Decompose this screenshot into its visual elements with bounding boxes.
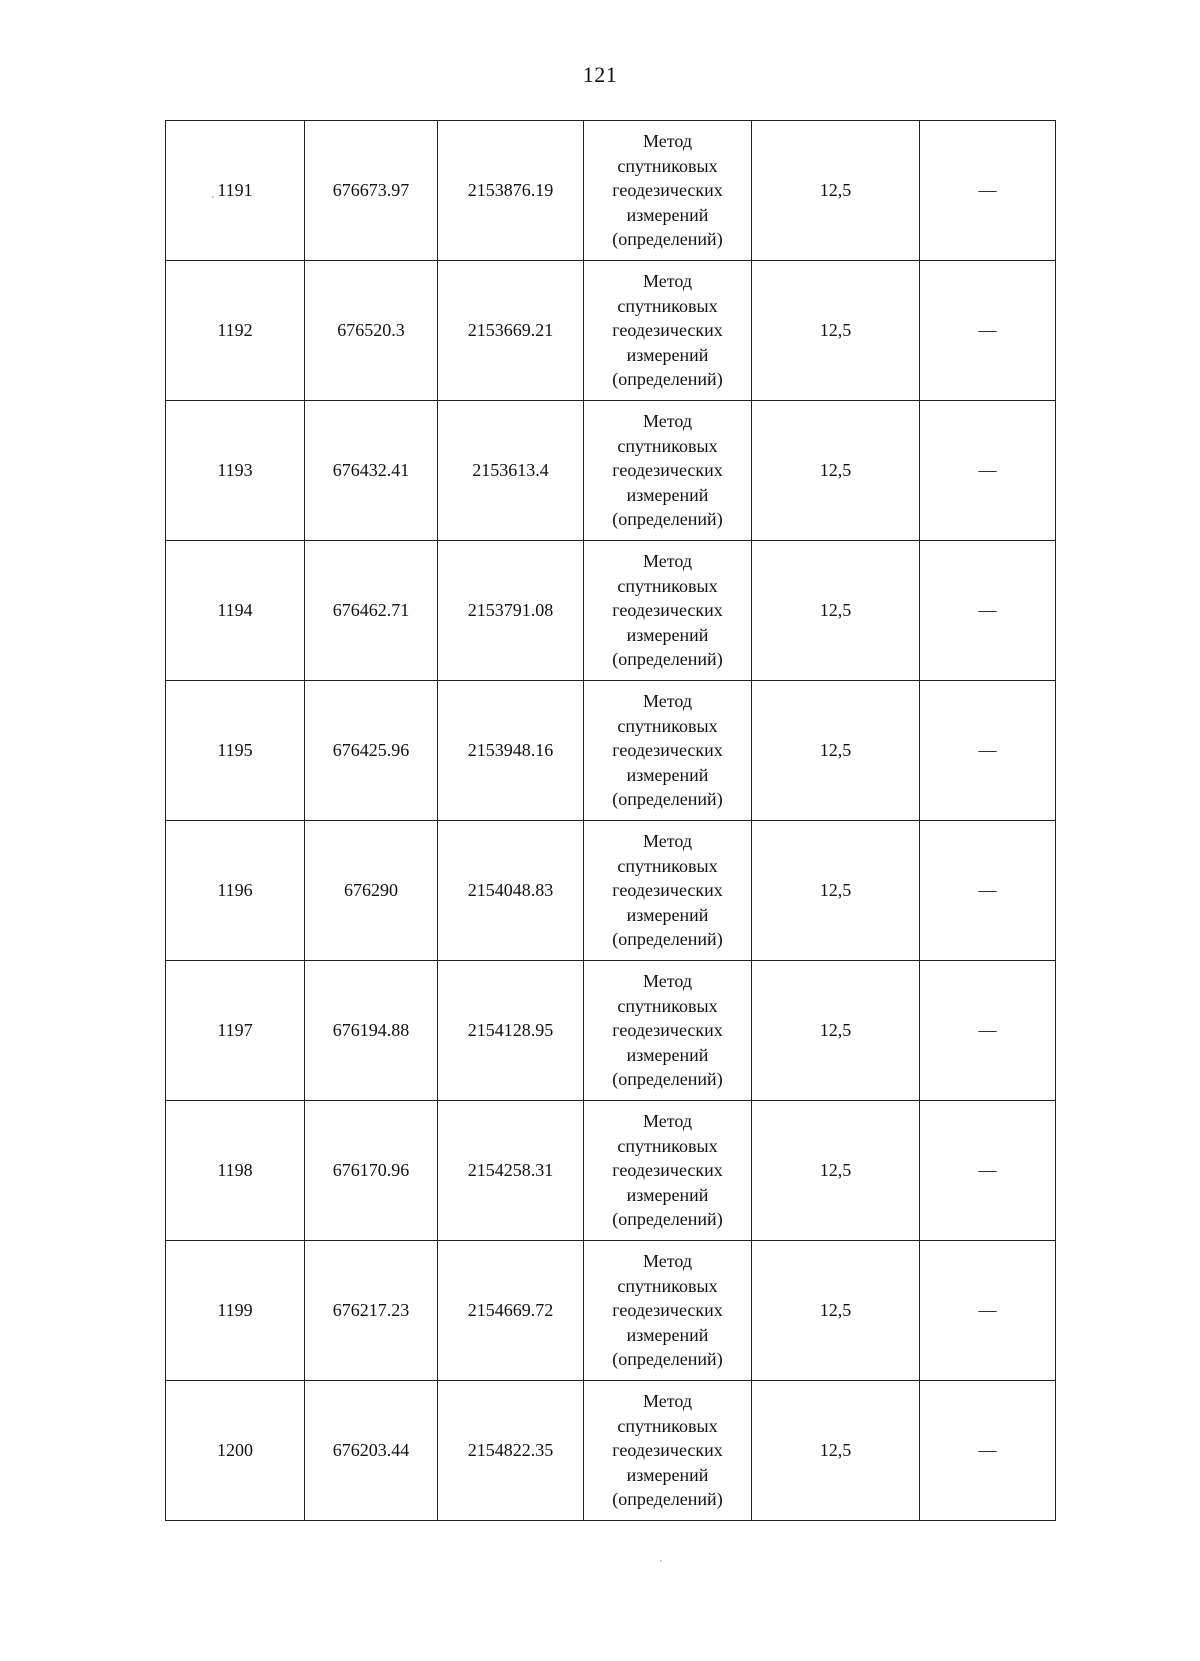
table-row bbox=[166, 541, 1056, 681]
description-text: — bbox=[978, 1160, 997, 1181]
accuracy-cell: 12,5 bbox=[752, 961, 920, 1101]
method-cell bbox=[584, 541, 752, 681]
x-coordinate-cell: 676217.23 bbox=[305, 1241, 438, 1381]
point-number-cell: 1193 bbox=[166, 401, 305, 541]
x-coordinate-cell: 676170.96 bbox=[305, 1101, 438, 1241]
description-cell bbox=[920, 1381, 1056, 1521]
point-number-cell: 1197 bbox=[166, 961, 305, 1101]
method-cell bbox=[584, 821, 752, 961]
method-cell bbox=[584, 961, 752, 1101]
point-number-cell: 1196 bbox=[166, 821, 305, 961]
method-text: Метод спутниковых геодезических измерений (определений) bbox=[612, 831, 723, 950]
description-cell bbox=[920, 121, 1056, 261]
accuracy-cell: 12,5 bbox=[752, 1381, 920, 1521]
table-row bbox=[166, 1101, 1056, 1241]
point-number-cell: 1198 bbox=[166, 1101, 305, 1241]
method-text: Метод спутниковых геодезических измерений (определений) bbox=[612, 1111, 723, 1230]
method-cell bbox=[584, 1381, 752, 1521]
description-text: — bbox=[978, 600, 997, 621]
coordinates-table bbox=[165, 120, 1056, 1521]
method-cell bbox=[584, 681, 752, 821]
x-coordinate-cell: 676290 bbox=[305, 821, 438, 961]
method-cell bbox=[584, 1241, 752, 1381]
table-row bbox=[166, 961, 1056, 1101]
y-coordinate-cell: 2153948.16 bbox=[438, 681, 584, 821]
accuracy-cell: 12,5 bbox=[752, 1241, 920, 1381]
description-text: — bbox=[978, 320, 997, 341]
description-cell bbox=[920, 1101, 1056, 1241]
description-text: — bbox=[978, 180, 997, 201]
description-text: — bbox=[978, 1300, 997, 1321]
description-text: — bbox=[978, 880, 997, 901]
description-cell bbox=[920, 1241, 1056, 1381]
table-row bbox=[166, 681, 1056, 821]
x-coordinate-cell: 676462.71 bbox=[305, 541, 438, 681]
accuracy-cell: 12,5 bbox=[752, 541, 920, 681]
method-text: Метод спутниковых геодезических измерений (определений) bbox=[612, 971, 723, 1090]
table-row bbox=[166, 1381, 1056, 1521]
method-text: Метод спутниковых геодезических измерений (определений) bbox=[612, 551, 723, 670]
description-cell bbox=[920, 261, 1056, 401]
coordinates-table-body bbox=[166, 121, 1056, 1521]
method-text: Метод спутниковых геодезических измерений (определений) bbox=[612, 271, 723, 390]
accuracy-cell: 12,5 bbox=[752, 401, 920, 541]
accuracy-cell: 12,5 bbox=[752, 261, 920, 401]
point-number-cell: 1194 bbox=[166, 541, 305, 681]
method-text: Метод спутниковых геодезических измерений (определений) bbox=[612, 691, 723, 810]
x-coordinate-cell: 676520.3 bbox=[305, 261, 438, 401]
y-coordinate-cell: 2154128.95 bbox=[438, 961, 584, 1101]
y-coordinate-cell: 2153791.08 bbox=[438, 541, 584, 681]
scan-speck bbox=[212, 196, 214, 198]
table-row bbox=[166, 1241, 1056, 1381]
point-number-cell: 1192 bbox=[166, 261, 305, 401]
point-number-cell: 1195 bbox=[166, 681, 305, 821]
y-coordinate-cell: 2154822.35 bbox=[438, 1381, 584, 1521]
y-coordinate-cell: 2153876.19 bbox=[438, 121, 584, 261]
description-text: — bbox=[978, 1440, 997, 1461]
x-coordinate-cell: 676673.97 bbox=[305, 121, 438, 261]
method-text: Метод спутниковых геодезических измерений (определений) bbox=[612, 1391, 723, 1510]
table-row bbox=[166, 121, 1056, 261]
x-coordinate-cell: 676425.96 bbox=[305, 681, 438, 821]
x-coordinate-cell: 676432.41 bbox=[305, 401, 438, 541]
description-cell bbox=[920, 961, 1056, 1101]
point-number-cell: 1199 bbox=[166, 1241, 305, 1381]
description-text: — bbox=[978, 740, 997, 761]
method-text: Метод спутниковых геодезических измерений (определений) bbox=[612, 411, 723, 530]
method-cell bbox=[584, 121, 752, 261]
accuracy-cell: 12,5 bbox=[752, 121, 920, 261]
x-coordinate-cell: 676194.88 bbox=[305, 961, 438, 1101]
y-coordinate-cell: 2153613.4 bbox=[438, 401, 584, 541]
method-text: Метод спутниковых геодезических измерений (определений) bbox=[612, 1251, 723, 1370]
description-cell bbox=[920, 681, 1056, 821]
y-coordinate-cell: 2154669.72 bbox=[438, 1241, 584, 1381]
table-row bbox=[166, 821, 1056, 961]
point-number-cell: 1200 bbox=[166, 1381, 305, 1521]
description-cell bbox=[920, 821, 1056, 961]
y-coordinate-cell: 2154048.83 bbox=[438, 821, 584, 961]
method-cell bbox=[584, 1101, 752, 1241]
accuracy-cell: 12,5 bbox=[752, 681, 920, 821]
description-text: — bbox=[978, 460, 997, 481]
x-coordinate-cell: 676203.44 bbox=[305, 1381, 438, 1521]
table-row bbox=[166, 401, 1056, 541]
method-cell bbox=[584, 261, 752, 401]
accuracy-cell: 12,5 bbox=[752, 821, 920, 961]
table-row bbox=[166, 261, 1056, 401]
y-coordinate-cell: 2153669.21 bbox=[438, 261, 584, 401]
description-cell bbox=[920, 541, 1056, 681]
point-number-cell: 1191 bbox=[166, 121, 305, 261]
accuracy-cell: 12,5 bbox=[752, 1101, 920, 1241]
scan-speck bbox=[660, 1560, 662, 1562]
description-text: — bbox=[978, 1020, 997, 1041]
y-coordinate-cell: 2154258.31 bbox=[438, 1101, 584, 1241]
method-cell bbox=[584, 401, 752, 541]
page-number: 121 bbox=[582, 62, 618, 87]
method-text: Метод спутниковых геодезических измерений (определений) bbox=[612, 131, 723, 250]
description-cell bbox=[920, 401, 1056, 541]
